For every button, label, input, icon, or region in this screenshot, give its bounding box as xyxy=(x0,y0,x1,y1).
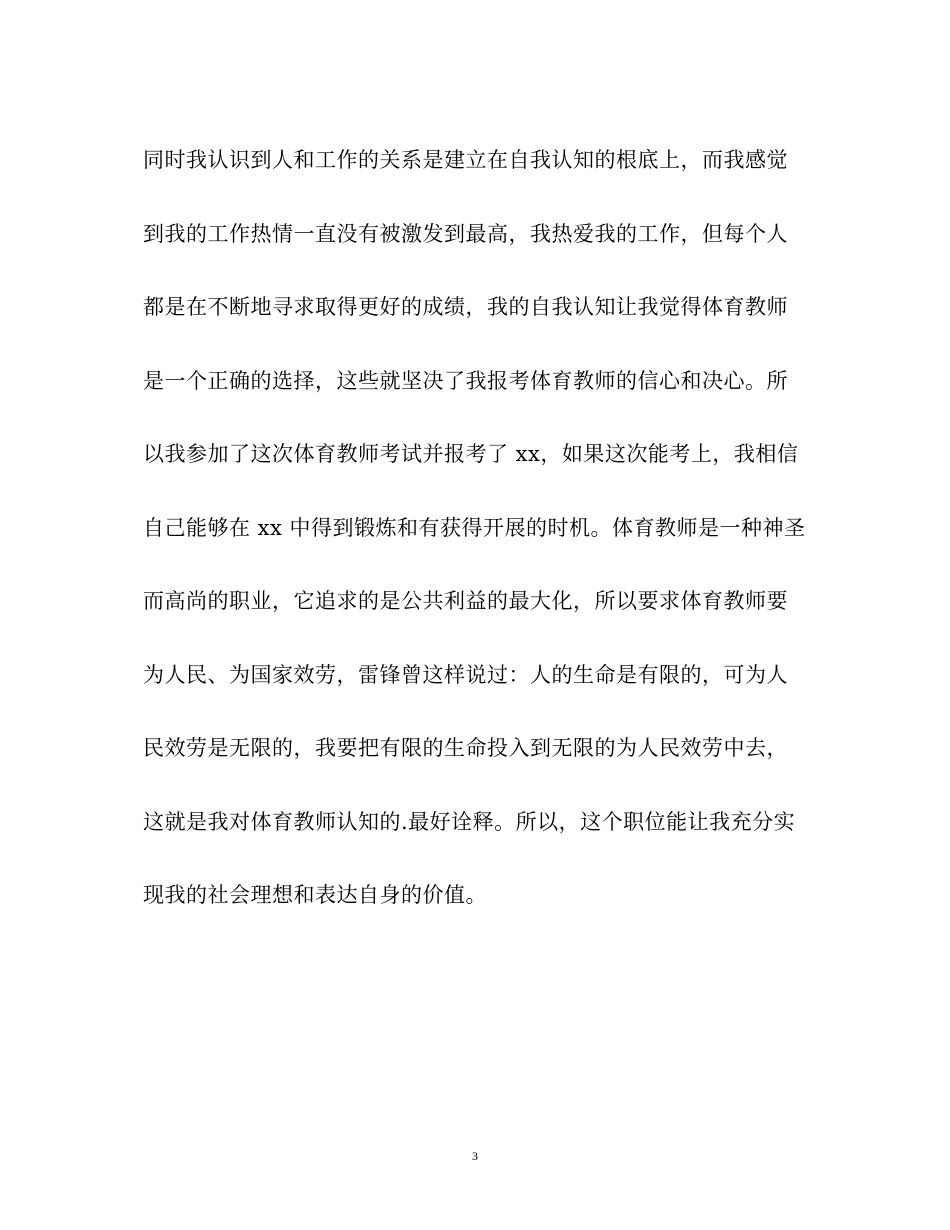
text-line: 民效劳是无限的，我要把有限的生命投入到无限的为人民效劳中去， xyxy=(143,736,788,760)
text-line: 到我的工作热情一直没有被激发到最高，我热爱我的工作，但每个人 xyxy=(143,221,788,246)
text-line: 自己能够在 xx 中得到锻炼和有获得开展的时机。体育教师是一种神圣 xyxy=(143,515,806,540)
page-number: 3 xyxy=(472,1149,478,1163)
text-line: 而高尚的职业，它追求的是公共利益的最大化，所以要求体育教师要 xyxy=(143,589,788,613)
text-line: 同时我认识到人和工作的关系是建立在自我认知的根底上，而我感觉 xyxy=(143,148,788,172)
text-line: 都是在不断地寻求取得更好的成绩，我的自我认知让我觉得体育教师 xyxy=(143,295,788,319)
text-line: 现我的社会理想和表达自身的价值。 xyxy=(143,883,487,907)
text-line: 以我参加了这次体育教师考试并报考了 xx，如果这次能考上，我相信 xyxy=(143,442,799,466)
text-line: 这就是我对体育教师认知的.最好诠释。所以，这个职位能让我充分实 xyxy=(143,809,796,834)
body-text xyxy=(143,139,823,948)
text-line: 为人民、为国家效劳，雷锋曾这样说过：人的生命是有限的，可为人 xyxy=(143,662,788,687)
text-line: 是一个正确的选择，这些就坚决了我报考体育教师的信心和决心。所 xyxy=(143,368,788,393)
